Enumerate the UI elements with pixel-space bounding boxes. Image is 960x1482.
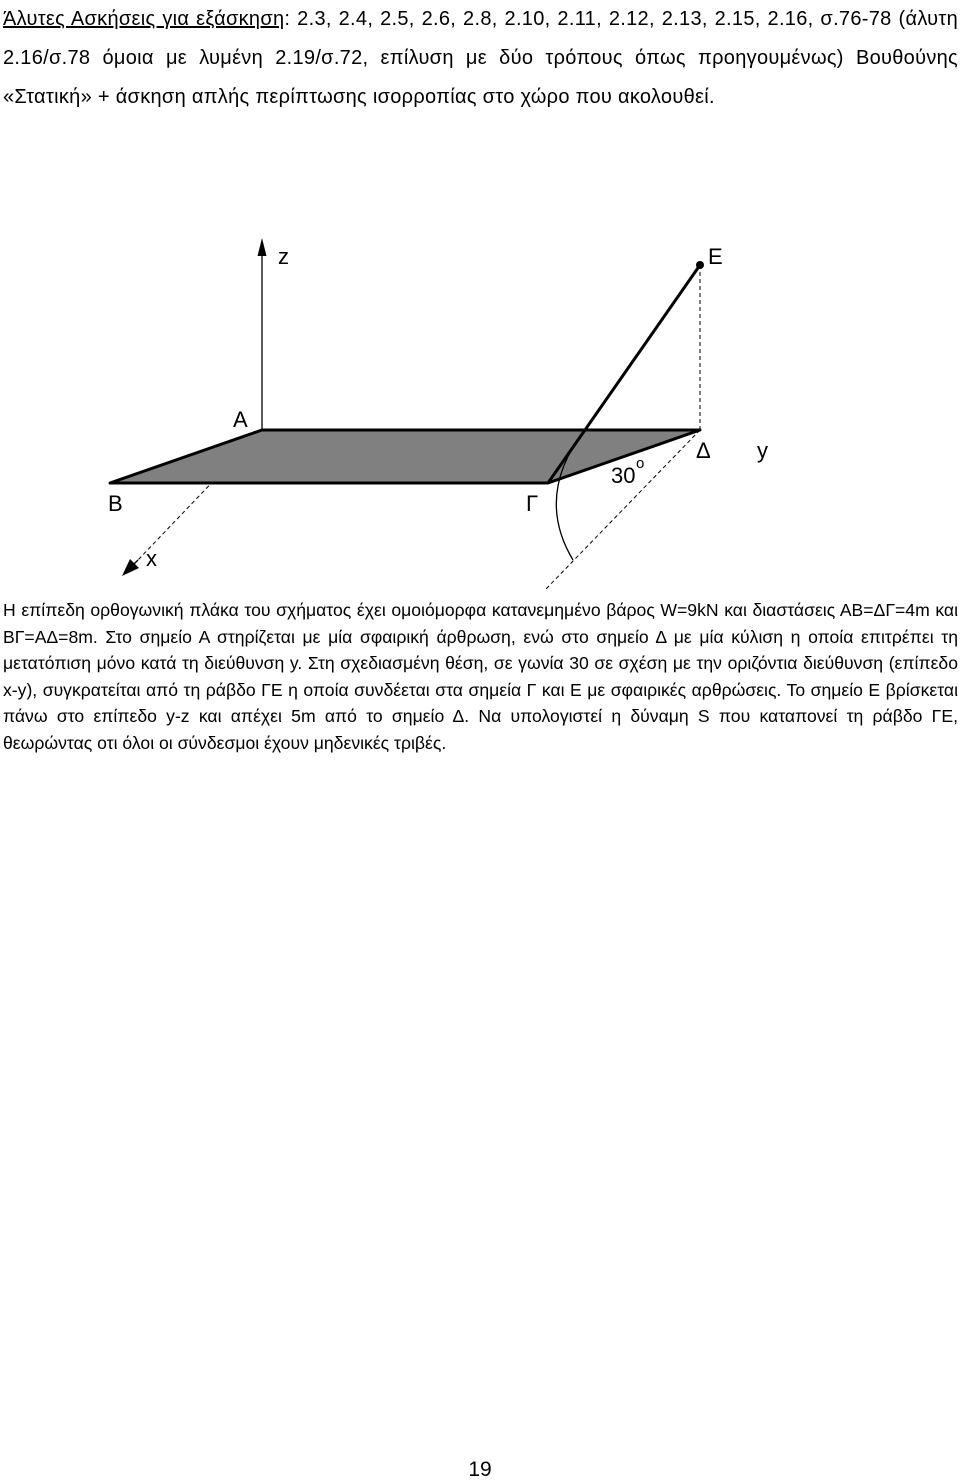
statics-figure [0, 225, 960, 595]
label-x: x [146, 546, 157, 571]
label-delta: Δ [696, 438, 711, 463]
point-e-dot [696, 261, 704, 269]
label-y: y [757, 438, 768, 463]
problem-statement: Η επίπεδη ορθογωνική πλάκα του σχήματος έχει ομοιόμορφα κατανεμημένο βάρος W=9kN και διαστάσεις ΑΒ=ΔΓ=4m και ΒΓ=ΑΔ=8m. Στο σημείο Α στηρίζεται με μία σφαιρική άρθρωση, ενώ στο σημείο Δ με μία κύλιση η οποία επιτρέπει τη μετατόπιση μόνο κατά τη διεύθυνση y. Στη σχεδιασμένη θέση, σε γωνία 30 σε σχέση με την οριζόντια διεύθυνση (επίπεδο x-y), συγκρατείται από τη ράβδο ΓΕ η οποία συνδέεται στα σημεία Γ και Ε με σφαιρικές αρθρώσεις. Το σημείο Ε βρίσκεται πάνω στο επίπεδο y-z και απέχει 5m από το σημείο Δ. Να υπολογιστεί η δύναμη S που καταπονεί τη ράβδο ΓΕ, θεωρώντας οτι όλοι οι σύνδεσμοι έχουν μηδενικές τριβές. [3, 600, 958, 753]
label-e: Ε [708, 244, 723, 269]
intro-heading: Άλυτες Ασκήσεις για εξάσκηση [3, 8, 285, 30]
label-degree: o [636, 455, 645, 472]
label-a: Α [233, 407, 248, 432]
intro-text: : 2.3, 2.4, 2.5, 2.6, 2.8, 2.10, 2.11, 2.12, 2.13, 2.15, 2.16, σ.76-78 (άλυτη 2.16/σ.78 όμοια με λυμένη 2.19/σ.72, επίλυση με δύο τρόπους όπως προηγουμένως) Βουθούνης «Στατική» + άσκηση απλής περίπτωσης ισορροπίας στο χώρο που ακολουθεί. [3, 8, 958, 108]
label-b: Β [108, 491, 123, 516]
label-angle: 30 [611, 463, 636, 488]
z-arrowhead [258, 238, 267, 256]
label-z: z [278, 244, 289, 269]
page-number: 19 [468, 1458, 492, 1481]
label-gamma: Γ [526, 491, 539, 516]
figure-svg [0, 225, 960, 595]
intro-paragraph [3, 0, 958, 117]
